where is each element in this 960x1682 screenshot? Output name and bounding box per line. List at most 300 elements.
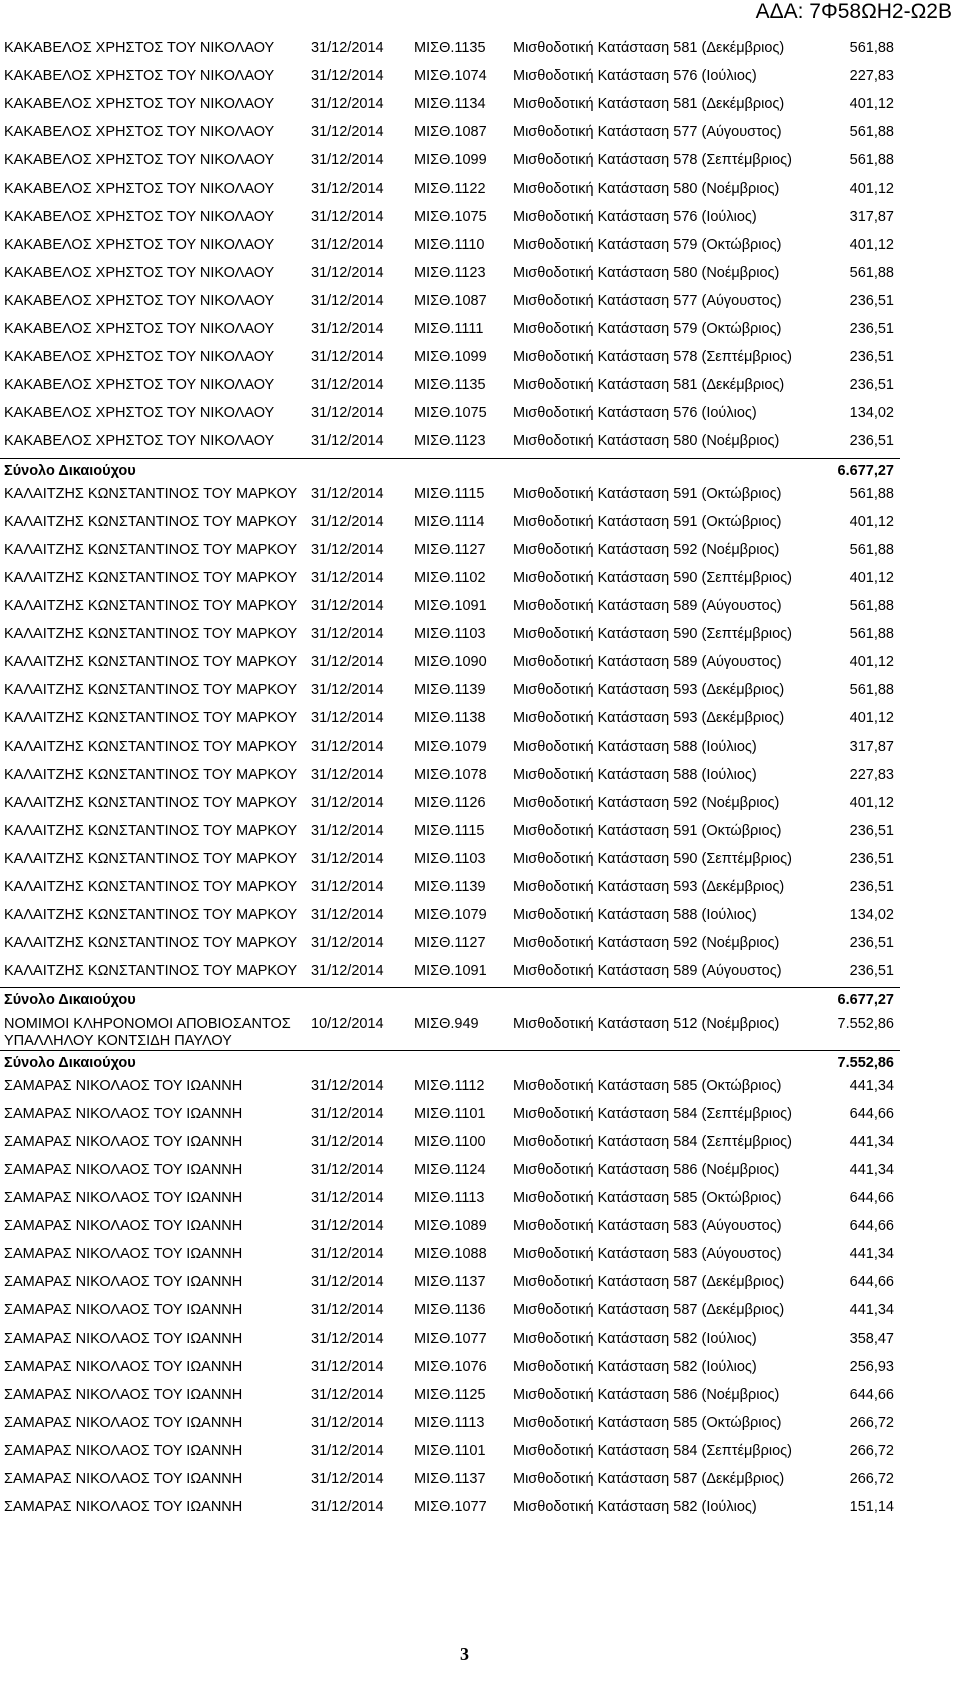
payment-date: 31/12/2014	[311, 598, 384, 614]
beneficiary-name: ΚΑΚΑΒΕΛΟΣ ΧΡΗΣΤΟΣ ΤΟΥ ΝΙΚΟΛΑΟΥ	[4, 124, 275, 141]
payroll-code: ΜΙΣΘ.1101	[414, 1105, 486, 1122]
beneficiary-name: ΚΑΛΑΙΤΖΗΣ ΚΩΝΣΤΑΝΤΙΝΟΣ ΤΟΥ ΜΑΡΚΟΥ	[4, 963, 298, 980]
amount: 358,47	[849, 1330, 894, 1347]
payroll-description: Μισθοδοτική Κατάσταση 586 (Νοέμβριος)	[513, 1386, 780, 1403]
payroll-description: Μισθοδοτική Κατάσταση 580 (Νοέμβριος)	[513, 264, 780, 281]
beneficiary-name: ΣΑΜΑΡΑΣ ΝΙΚΟΛΑΟΣ ΤΟΥ ΙΩΑΝΝΗ	[4, 1471, 243, 1487]
payment-date: 31/12/2014	[311, 208, 384, 225]
payroll-code: ΜΙΣΘ.1114	[414, 513, 485, 530]
payroll-code: ΜΙΣΘ.1099	[414, 152, 487, 169]
beneficiary-name: ΝΟΜΙΜΟΙ ΚΛΗΡΟΝΟΜΟΙ ΑΠΟΒΙΟΣΑΝΤΟΣ ΥΠΑΛΛΗΛΟΥ ΚΟΝΤΣΙΔΗ ΠΑΥΛΟΥ	[4, 1015, 291, 1049]
payment-date: 31/12/2014	[311, 124, 384, 141]
beneficiary-name: ΣΑΜΑΡΑΣ ΝΙΚΟΛΑΟΣ ΤΟΥ ΙΩΑΝΝΗ	[4, 1274, 243, 1291]
payroll-description: Μισθοδοτική Κατάσταση 593 (Δεκέμβριος)	[513, 682, 785, 699]
table-row	[0, 1359, 900, 1387]
amount: 236,51	[849, 850, 894, 867]
payroll-code: ΜΙΣΘ.1103	[414, 850, 486, 867]
total-label: Σύνολο Δικαιούχου	[4, 462, 136, 479]
payment-date: 31/12/2014	[311, 850, 384, 867]
payment-date: 31/12/2014	[311, 1358, 384, 1375]
total-label: Σύνολο Δικαιούχου	[4, 1054, 136, 1071]
table-row	[0, 1078, 900, 1106]
payment-date: 31/12/2014	[311, 569, 384, 586]
payment-date: 31/12/2014	[311, 1274, 384, 1291]
payment-date: 31/12/2014	[311, 822, 384, 839]
payroll-code: ΜΙΣΘ.1087	[414, 124, 487, 141]
payroll-code: ΜΙΣΘ.1139	[414, 682, 486, 699]
amount: 266,72	[849, 1414, 894, 1431]
payroll-code: ΜΙΣΘ.1134	[414, 96, 486, 113]
amount: 561,88	[849, 124, 894, 141]
payment-date: 31/12/2014	[311, 349, 384, 366]
amount: 561,88	[849, 598, 894, 614]
beneficiary-name: ΚΑΛΑΙΤΖΗΣ ΚΩΝΣΤΑΝΤΙΝΟΣ ΤΟΥ ΜΑΡΚΟΥ	[4, 794, 298, 811]
payroll-code: ΜΙΣΘ.1103	[414, 626, 486, 643]
payroll-code: ΜΙΣΘ.1123	[414, 433, 486, 450]
amount: 7.552,86	[837, 1015, 894, 1032]
beneficiary-name: ΚΑΛΑΙΤΖΗΣ ΚΩΝΣΤΑΝΤΙΝΟΣ ΤΟΥ ΜΑΡΚΟΥ	[4, 850, 298, 867]
payroll-description: Μισθοδοτική Κατάσταση 588 (Ιούλιος)	[513, 738, 757, 755]
payment-date: 31/12/2014	[311, 1330, 384, 1347]
amount: 236,51	[849, 377, 894, 394]
table-row	[0, 626, 900, 654]
payroll-code: ΜΙΣΘ.1102	[414, 569, 486, 586]
payment-date: 31/12/2014	[311, 682, 384, 699]
payment-date: 31/12/2014	[311, 1105, 384, 1122]
payroll-code: ΜΙΣΘ.1138	[414, 710, 486, 727]
payroll-code: ΜΙΣΘ.1078	[414, 766, 487, 783]
beneficiary-name: ΚΑΛΑΙΤΖΗΣ ΚΩΝΣΤΑΝΤΙΝΟΣ ΤΟΥ ΜΑΡΚΟΥ	[4, 569, 298, 586]
beneficiary-total-row	[0, 987, 900, 1016]
amount: 236,51	[849, 349, 894, 366]
payroll-description: Μισθοδοτική Κατάσταση 589 (Αύγουστος)	[513, 963, 782, 980]
payment-date: 31/12/2014	[311, 963, 384, 980]
payment-date: 31/12/2014	[311, 1190, 384, 1206]
amount: 561,88	[849, 40, 894, 56]
beneficiary-name: ΚΑΛΑΙΤΖΗΣ ΚΩΝΣΤΑΝΤΙΝΟΣ ΤΟΥ ΜΑΡΚΟΥ	[4, 626, 298, 643]
beneficiary-name: ΚΑΚΑΒΕΛΟΣ ΧΡΗΣΤΟΣ ΤΟΥ ΝΙΚΟΛΑΟΥ	[4, 321, 275, 337]
payroll-code: ΜΙΣΘ.1126	[414, 794, 486, 811]
table-row	[0, 209, 900, 237]
table-row	[0, 1190, 900, 1218]
amount: 644,66	[849, 1274, 894, 1291]
table-row	[0, 377, 900, 405]
amount: 134,02	[849, 907, 894, 924]
payroll-code: ΜΙΣΘ.949	[414, 1015, 479, 1032]
payroll-code: ΜΙΣΘ.1077	[414, 1499, 487, 1516]
payroll-code: ΜΙΣΘ.1137	[414, 1471, 486, 1487]
payroll-description: Μισθοδοτική Κατάσταση 583 (Αύγουστος)	[513, 1246, 782, 1263]
payroll-description: Μισθοδοτική Κατάσταση 585 (Οκτώβριος)	[513, 1190, 782, 1206]
table-row	[0, 1218, 900, 1246]
amount: 401,12	[849, 569, 894, 586]
payroll-code: ΜΙΣΘ.1113	[414, 1414, 485, 1431]
beneficiary-name: ΣΑΜΑΡΑΣ ΝΙΚΟΛΑΟΣ ΤΟΥ ΙΩΑΝΝΗ	[4, 1218, 243, 1235]
amount: 561,88	[849, 264, 894, 281]
amount: 401,12	[849, 654, 894, 671]
payroll-code: ΜΙΣΘ.1124	[414, 1161, 486, 1178]
payment-date: 31/12/2014	[311, 1386, 384, 1403]
payment-date: 31/12/2014	[311, 1414, 384, 1431]
payroll-code: ΜΙΣΘ.1075	[414, 405, 487, 422]
amount: 227,83	[849, 68, 894, 85]
amount: 236,51	[849, 963, 894, 980]
amount: 266,72	[849, 1471, 894, 1487]
table-row	[0, 321, 900, 349]
payroll-description: Μισθοδοτική Κατάσταση 512 (Νοέμβριος)	[513, 1015, 780, 1032]
payment-date: 31/12/2014	[311, 405, 384, 422]
amount: 644,66	[849, 1218, 894, 1235]
beneficiary-name: ΚΑΛΑΙΤΖΗΣ ΚΩΝΣΤΑΝΤΙΝΟΣ ΤΟΥ ΜΑΡΚΟΥ	[4, 485, 298, 502]
payroll-description: Μισθοδοτική Κατάσταση 583 (Αύγουστος)	[513, 1218, 782, 1235]
payroll-code: ΜΙΣΘ.1088	[414, 1246, 487, 1263]
payroll-code: ΜΙΣΘ.1074	[414, 68, 487, 85]
amount: 401,12	[849, 794, 894, 811]
beneficiary-name: ΚΑΚΑΒΕΛΟΣ ΧΡΗΣΤΟΣ ΤΟΥ ΝΙΚΟΛΑΟΥ	[4, 96, 275, 113]
table-row	[0, 935, 900, 963]
table-row	[0, 1415, 900, 1443]
payroll-code: ΜΙΣΘ.1100	[414, 1133, 486, 1150]
payroll-description: Μισθοδοτική Κατάσταση 584 (Σεπτέμβριος)	[513, 1133, 792, 1150]
amount: 317,87	[849, 208, 894, 225]
payment-date: 31/12/2014	[311, 935, 384, 952]
amount: 441,34	[849, 1246, 894, 1263]
payment-date: 31/12/2014	[311, 879, 384, 895]
payroll-description: Μισθοδοτική Κατάσταση 591 (Οκτώβριος)	[513, 485, 782, 502]
table-row	[0, 237, 900, 265]
amount: 644,66	[849, 1190, 894, 1206]
payroll-description: Μισθοδοτική Κατάσταση 580 (Νοέμβριος)	[513, 433, 780, 450]
payroll-description: Μισθοδοτική Κατάσταση 592 (Νοέμβριος)	[513, 541, 780, 558]
table-row	[0, 124, 900, 152]
payroll-description: Μισθοδοτική Κατάσταση 590 (Σεπτέμβριος)	[513, 850, 792, 867]
beneficiary-name: ΚΑΛΑΙΤΖΗΣ ΚΩΝΣΤΑΝΤΙΝΟΣ ΤΟΥ ΜΑΡΚΟΥ	[4, 513, 298, 530]
table-row	[0, 265, 900, 293]
table-row	[0, 1471, 900, 1499]
beneficiary-name: ΚΑΚΑΒΕΛΟΣ ΧΡΗΣΤΟΣ ΤΟΥ ΝΙΚΟΛΑΟΥ	[4, 349, 275, 366]
amount: 236,51	[849, 433, 894, 450]
payment-date: 31/12/2014	[311, 1246, 384, 1263]
payment-date: 31/12/2014	[311, 1442, 384, 1459]
beneficiary-name: ΚΑΛΑΙΤΖΗΣ ΚΩΝΣΤΑΝΤΙΝΟΣ ΤΟΥ ΜΑΡΚΟΥ	[4, 541, 298, 558]
payroll-code: ΜΙΣΘ.1090	[414, 654, 487, 671]
payroll-code: ΜΙΣΘ.1091	[414, 963, 487, 980]
payroll-description: Μισθοδοτική Κατάσταση 580 (Νοέμβριος)	[513, 180, 780, 197]
table-row	[0, 1106, 900, 1134]
table-row	[0, 795, 900, 823]
payroll-description: Μισθοδοτική Κατάσταση 581 (Δεκέμβριος)	[513, 40, 785, 56]
table-row	[0, 181, 900, 209]
total-amount: 6.677,27	[837, 992, 894, 1009]
payroll-code: ΜΙΣΘ.1077	[414, 1330, 487, 1347]
beneficiary-name: ΚΑΛΑΙΤΖΗΣ ΚΩΝΣΤΑΝΤΙΝΟΣ ΤΟΥ ΜΑΡΚΟΥ	[4, 935, 298, 952]
payment-date: 31/12/2014	[311, 766, 384, 783]
beneficiary-name: ΣΑΜΑΡΑΣ ΝΙΚΟΛΑΟΣ ΤΟΥ ΙΩΑΝΝΗ	[4, 1133, 243, 1150]
payment-date: 31/12/2014	[311, 1218, 384, 1235]
payroll-description: Μισθοδοτική Κατάσταση 591 (Οκτώβριος)	[513, 513, 782, 530]
payroll-description: Μισθοδοτική Κατάσταση 587 (Δεκέμβριος)	[513, 1274, 785, 1291]
payroll-description: Μισθοδοτική Κατάσταση 587 (Δεκέμβριος)	[513, 1471, 785, 1487]
table-row	[0, 654, 900, 682]
payment-date: 31/12/2014	[311, 264, 384, 281]
amount: 644,66	[849, 1386, 894, 1403]
amount: 236,51	[849, 935, 894, 952]
beneficiary-name: ΚΑΚΑΒΕΛΟΣ ΧΡΗΣΤΟΣ ΤΟΥ ΝΙΚΟΛΑΟΥ	[4, 377, 275, 394]
amount: 561,88	[849, 541, 894, 558]
amount: 561,88	[849, 152, 894, 169]
table-row	[0, 823, 900, 851]
amount: 317,87	[849, 738, 894, 755]
payment-date: 31/12/2014	[311, 40, 384, 56]
beneficiary-name: ΣΑΜΑΡΑΣ ΝΙΚΟΛΑΟΣ ΤΟΥ ΙΩΑΝΝΗ	[4, 1161, 243, 1178]
payroll-description: Μισθοδοτική Κατάσταση 587 (Δεκέμβριος)	[513, 1302, 785, 1319]
payroll-description: Μισθοδοτική Κατάσταση 579 (Οκτώβριος)	[513, 321, 782, 337]
amount: 151,14	[849, 1499, 894, 1516]
table-row	[0, 1443, 900, 1471]
payroll-description: Μισθοδοτική Κατάσταση 578 (Σεπτέμβριος)	[513, 349, 792, 366]
amount: 401,12	[849, 236, 894, 253]
payroll-code: ΜΙΣΘ.1113	[414, 1190, 485, 1206]
beneficiary-name: ΣΑΜΑΡΑΣ ΝΙΚΟΛΑΟΣ ΤΟΥ ΙΩΑΝΝΗ	[4, 1077, 243, 1094]
payroll-description: Μισθοδοτική Κατάσταση 585 (Οκτώβριος)	[513, 1414, 782, 1431]
table-row	[0, 542, 900, 570]
amount: 561,88	[849, 626, 894, 643]
payroll-description: Μισθοδοτική Κατάσταση 576 (Ιούλιος)	[513, 208, 757, 225]
beneficiary-name: ΚΑΚΑΒΕΛΟΣ ΧΡΗΣΤΟΣ ΤΟΥ ΝΙΚΟΛΑΟΥ	[4, 264, 275, 281]
table-row	[0, 68, 900, 96]
beneficiary-name: ΚΑΛΑΙΤΖΗΣ ΚΩΝΣΤΑΝΤΙΝΟΣ ΤΟΥ ΜΑΡΚΟΥ	[4, 907, 298, 924]
payment-date: 31/12/2014	[311, 68, 384, 85]
amount: 401,12	[849, 513, 894, 530]
payroll-description: Μισθοδοτική Κατάσταση 592 (Νοέμβριος)	[513, 935, 780, 952]
beneficiary-name: ΣΑΜΑΡΑΣ ΝΙΚΟΛΑΟΣ ΤΟΥ ΙΩΑΝΝΗ	[4, 1246, 243, 1263]
beneficiary-name: ΚΑΛΑΙΤΖΗΣ ΚΩΝΣΤΑΝΤΙΝΟΣ ΤΟΥ ΜΑΡΚΟΥ	[4, 710, 298, 727]
beneficiary-total-row	[0, 458, 900, 487]
table-row	[0, 767, 900, 795]
payroll-description: Μισθοδοτική Κατάσταση 582 (Ιούλιος)	[513, 1358, 757, 1375]
payroll-code: ΜΙΣΘ.1079	[414, 738, 487, 755]
beneficiary-name: ΚΑΛΑΙΤΖΗΣ ΚΩΝΣΤΑΝΤΙΝΟΣ ΤΟΥ ΜΑΡΚΟΥ	[4, 654, 298, 671]
beneficiary-name: ΚΑΚΑΒΕΛΟΣ ΧΡΗΣΤΟΣ ΤΟΥ ΝΙΚΟΛΑΟΥ	[4, 433, 275, 450]
payroll-description: Μισθοδοτική Κατάσταση 582 (Ιούλιος)	[513, 1330, 757, 1347]
amount: 441,34	[849, 1077, 894, 1094]
table-row	[0, 1162, 900, 1190]
payroll-description: Μισθοδοτική Κατάσταση 579 (Οκτώβριος)	[513, 236, 782, 253]
payroll-description: Μισθοδοτική Κατάσταση 584 (Σεπτέμβριος)	[513, 1105, 792, 1122]
payroll-code: ΜΙΣΘ.1135	[414, 40, 486, 56]
payment-date: 31/12/2014	[311, 513, 384, 530]
payroll-code: ΜΙΣΘ.1127	[414, 935, 486, 952]
amount: 236,51	[849, 321, 894, 337]
payroll-code: ΜΙΣΘ.1136	[414, 1302, 486, 1319]
payroll-description: Μισθοδοτική Κατάσταση 590 (Σεπτέμβριος)	[513, 569, 792, 586]
beneficiary-name: ΚΑΛΑΙΤΖΗΣ ΚΩΝΣΤΑΝΤΙΝΟΣ ΤΟΥ ΜΑΡΚΟΥ	[4, 879, 298, 895]
payroll-description: Μισθοδοτική Κατάσταση 582 (Ιούλιος)	[513, 1499, 757, 1516]
amount: 441,34	[849, 1161, 894, 1178]
table-row	[0, 879, 900, 907]
beneficiary-name: ΚΑΚΑΒΕΛΟΣ ΧΡΗΣΤΟΣ ΤΟΥ ΝΙΚΟΛΑΟΥ	[4, 292, 275, 309]
table-row	[0, 1387, 900, 1415]
beneficiary-name: ΚΑΚΑΒΕΛΟΣ ΧΡΗΣΤΟΣ ΤΟΥ ΝΙΚΟΛΑΟΥ	[4, 405, 275, 422]
beneficiary-name: ΚΑΛΑΙΤΖΗΣ ΚΩΝΣΤΑΝΤΙΝΟΣ ΤΟΥ ΜΑΡΚΟΥ	[4, 738, 298, 755]
payment-date: 31/12/2014	[311, 1161, 384, 1178]
payroll-code: ΜΙΣΘ.1099	[414, 349, 487, 366]
amount: 441,34	[849, 1302, 894, 1319]
amount: 401,12	[849, 96, 894, 113]
beneficiary-name: ΚΑΛΑΙΤΖΗΣ ΚΩΝΣΤΑΝΤΙΝΟΣ ΤΟΥ ΜΑΡΚΟΥ	[4, 682, 298, 699]
payroll-code: ΜΙΣΘ.1112	[414, 1077, 485, 1094]
payroll-code: ΜΙΣΘ.1122	[414, 180, 486, 197]
payment-date: 31/12/2014	[311, 794, 384, 811]
table-row	[0, 682, 900, 710]
payroll-code: ΜΙΣΘ.1139	[414, 879, 486, 895]
payment-date: 31/12/2014	[311, 1302, 384, 1319]
payroll-code: ΜΙΣΘ.1111	[414, 321, 484, 337]
table-row	[0, 40, 900, 68]
table-row	[0, 293, 900, 321]
beneficiary-name: ΣΑΜΑΡΑΣ ΝΙΚΟΛΑΟΣ ΤΟΥ ΙΩΑΝΝΗ	[4, 1358, 243, 1375]
payroll-code: ΜΙΣΘ.1110	[414, 236, 485, 253]
beneficiary-name: ΣΑΜΑΡΑΣ ΝΙΚΟΛΑΟΣ ΤΟΥ ΙΩΑΝΝΗ	[4, 1386, 243, 1403]
payroll-description: Μισθοδοτική Κατάσταση 593 (Δεκέμβριος)	[513, 879, 785, 895]
table-row	[0, 851, 900, 879]
beneficiary-name: ΣΑΜΑΡΑΣ ΝΙΚΟΛΑΟΣ ΤΟΥ ΙΩΑΝΝΗ	[4, 1302, 243, 1319]
payroll-code: ΜΙΣΘ.1125	[414, 1386, 486, 1403]
beneficiary-name: ΚΑΛΑΙΤΖΗΣ ΚΩΝΣΤΑΝΤΙΝΟΣ ΤΟΥ ΜΑΡΚΟΥ	[4, 766, 298, 783]
document-id-header: ΑΔΑ: 7Φ58ΩΗ2-Ω2Β	[755, 0, 952, 23]
page-number: 3	[460, 1644, 469, 1664]
beneficiary-name: ΚΑΚΑΒΕΛΟΣ ΧΡΗΣΤΟΣ ΤΟΥ ΝΙΚΟΛΑΟΥ	[4, 208, 275, 225]
amount: 134,02	[849, 405, 894, 422]
payment-date: 31/12/2014	[311, 1077, 384, 1094]
amount: 644,66	[849, 1105, 894, 1122]
table-row	[0, 152, 900, 180]
table-row	[0, 1246, 900, 1274]
payroll-code: ΜΙΣΘ.1079	[414, 907, 487, 924]
amount: 236,51	[849, 822, 894, 839]
payroll-description: Μισθοδοτική Κατάσταση 588 (Ιούλιος)	[513, 766, 757, 783]
amount: 441,34	[849, 1133, 894, 1150]
payroll-code: ΜΙΣΘ.1101	[414, 1442, 486, 1459]
payment-date: 31/12/2014	[311, 710, 384, 727]
payment-date: 31/12/2014	[311, 1471, 384, 1487]
payroll-code: ΜΙΣΘ.1115	[414, 822, 485, 839]
payroll-description: Μισθοδοτική Κατάσταση 578 (Σεπτέμβριος)	[513, 152, 792, 169]
amount: 256,93	[849, 1358, 894, 1375]
table-row	[0, 739, 900, 767]
table-row	[0, 349, 900, 377]
beneficiary-name: ΚΑΚΑΒΕΛΟΣ ΧΡΗΣΤΟΣ ΤΟΥ ΝΙΚΟΛΑΟΥ	[4, 236, 275, 253]
amount: 236,51	[849, 292, 894, 309]
payment-date: 31/12/2014	[311, 907, 384, 924]
payroll-description: Μισθοδοτική Κατάσταση 586 (Νοέμβριος)	[513, 1161, 780, 1178]
payment-date: 31/12/2014	[311, 1499, 384, 1516]
payment-date: 31/12/2014	[311, 738, 384, 755]
payroll-description: Μισθοδοτική Κατάσταση 577 (Αύγουστος)	[513, 292, 782, 309]
payroll-description: Μισθοδοτική Κατάσταση 592 (Νοέμβριος)	[513, 794, 780, 811]
payroll-description: Μισθοδοτική Κατάσταση 590 (Σεπτέμβριος)	[513, 626, 792, 643]
payroll-code: ΜΙΣΘ.1137	[414, 1274, 486, 1291]
payroll-code: ΜΙΣΘ.1091	[414, 598, 487, 614]
beneficiary-name: ΚΑΚΑΒΕΛΟΣ ΧΡΗΣΤΟΣ ΤΟΥ ΝΙΚΟΛΑΟΥ	[4, 40, 275, 56]
payment-date: 31/12/2014	[311, 485, 384, 502]
payroll-description: Μισθοδοτική Κατάσταση 576 (Ιούλιος)	[513, 405, 757, 422]
total-label: Σύνολο Δικαιούχου	[4, 992, 136, 1009]
payment-date: 31/12/2014	[311, 1133, 384, 1150]
table-row	[0, 1015, 900, 1049]
payroll-description: Μισθοδοτική Κατάσταση 576 (Ιούλιος)	[513, 68, 757, 85]
table-row	[0, 570, 900, 598]
payment-date: 31/12/2014	[311, 236, 384, 253]
payroll-code: ΜΙΣΘ.1135	[414, 377, 486, 394]
table-row	[0, 710, 900, 738]
beneficiary-name: ΣΑΜΑΡΑΣ ΝΙΚΟΛΑΟΣ ΤΟΥ ΙΩΑΝΝΗ	[4, 1190, 243, 1206]
beneficiary-name: ΚΑΚΑΒΕΛΟΣ ΧΡΗΣΤΟΣ ΤΟΥ ΝΙΚΟΛΑΟΥ	[4, 152, 275, 169]
payroll-code: ΜΙΣΘ.1127	[414, 541, 486, 558]
amount: 401,12	[849, 710, 894, 727]
table-row	[0, 486, 900, 514]
amount: 401,12	[849, 180, 894, 197]
beneficiary-name: ΣΑΜΑΡΑΣ ΝΙΚΟΛΑΟΣ ΤΟΥ ΙΩΑΝΝΗ	[4, 1499, 243, 1516]
payment-date: 31/12/2014	[311, 152, 384, 169]
table-row	[0, 1134, 900, 1162]
table-row	[0, 514, 900, 542]
payroll-code: ΜΙΣΘ.1076	[414, 1358, 487, 1375]
payment-date: 31/12/2014	[311, 626, 384, 643]
payroll-description: Μισθοδοτική Κατάσταση 589 (Αύγουστος)	[513, 654, 782, 671]
total-amount: 6.677,27	[837, 462, 894, 479]
table-row	[0, 907, 900, 935]
payment-date: 31/12/2014	[311, 321, 384, 337]
table-row	[0, 1499, 900, 1527]
payroll-description: Μισθοδοτική Κατάσταση 593 (Δεκέμβριος)	[513, 710, 785, 727]
payroll-code: ΜΙΣΘ.1115	[414, 485, 485, 502]
payment-date: 31/12/2014	[311, 292, 384, 309]
table-row	[0, 1274, 900, 1302]
payment-date: 31/12/2014	[311, 433, 384, 450]
payroll-description: Μισθοδοτική Κατάσταση 589 (Αύγουστος)	[513, 598, 782, 614]
payment-date: 31/12/2014	[311, 180, 384, 197]
payroll-description: Μισθοδοτική Κατάσταση 584 (Σεπτέμβριος)	[513, 1442, 792, 1459]
amount: 561,88	[849, 485, 894, 502]
beneficiary-name: ΚΑΛΑΙΤΖΗΣ ΚΩΝΣΤΑΝΤΙΝΟΣ ΤΟΥ ΜΑΡΚΟΥ	[4, 822, 298, 839]
payment-date: 31/12/2014	[311, 377, 384, 394]
table-row	[0, 598, 900, 626]
amount: 236,51	[849, 879, 894, 895]
payroll-description: Μισθοδοτική Κατάσταση 581 (Δεκέμβριος)	[513, 377, 785, 394]
payroll-description: Μισθοδοτική Κατάσταση 577 (Αύγουστος)	[513, 124, 782, 141]
beneficiary-name: ΣΑΜΑΡΑΣ ΝΙΚΟΛΑΟΣ ΤΟΥ ΙΩΑΝΝΗ	[4, 1105, 243, 1122]
beneficiary-name: ΣΑΜΑΡΑΣ ΝΙΚΟΛΑΟΣ ΤΟΥ ΙΩΑΝΝΗ	[4, 1442, 243, 1459]
payroll-code: ΜΙΣΘ.1075	[414, 208, 487, 225]
payroll-code: ΜΙΣΘ.1089	[414, 1218, 487, 1235]
payment-date: 31/12/2014	[311, 654, 384, 671]
beneficiary-name: ΚΑΛΑΙΤΖΗΣ ΚΩΝΣΤΑΝΤΙΝΟΣ ΤΟΥ ΜΑΡΚΟΥ	[4, 598, 298, 614]
table-row	[0, 1302, 900, 1330]
payroll-description: Μισθοδοτική Κατάσταση 581 (Δεκέμβριος)	[513, 96, 785, 113]
beneficiary-name: ΣΑΜΑΡΑΣ ΝΙΚΟΛΑΟΣ ΤΟΥ ΙΩΑΝΝΗ	[4, 1414, 243, 1431]
payment-date: 10/12/2014	[311, 1015, 384, 1032]
payroll-code: ΜΙΣΘ.1123	[414, 264, 486, 281]
payment-date: 31/12/2014	[311, 96, 384, 113]
table-row	[0, 405, 900, 433]
beneficiary-name: ΚΑΚΑΒΕΛΟΣ ΧΡΗΣΤΟΣ ΤΟΥ ΝΙΚΟΛΑΟΥ	[4, 68, 275, 85]
payroll-description: Μισθοδοτική Κατάσταση 591 (Οκτώβριος)	[513, 822, 782, 839]
amount: 227,83	[849, 766, 894, 783]
table-row	[0, 96, 900, 124]
table-row	[0, 1331, 900, 1359]
beneficiary-name: ΚΑΚΑΒΕΛΟΣ ΧΡΗΣΤΟΣ ΤΟΥ ΝΙΚΟΛΑΟΥ	[4, 180, 275, 197]
